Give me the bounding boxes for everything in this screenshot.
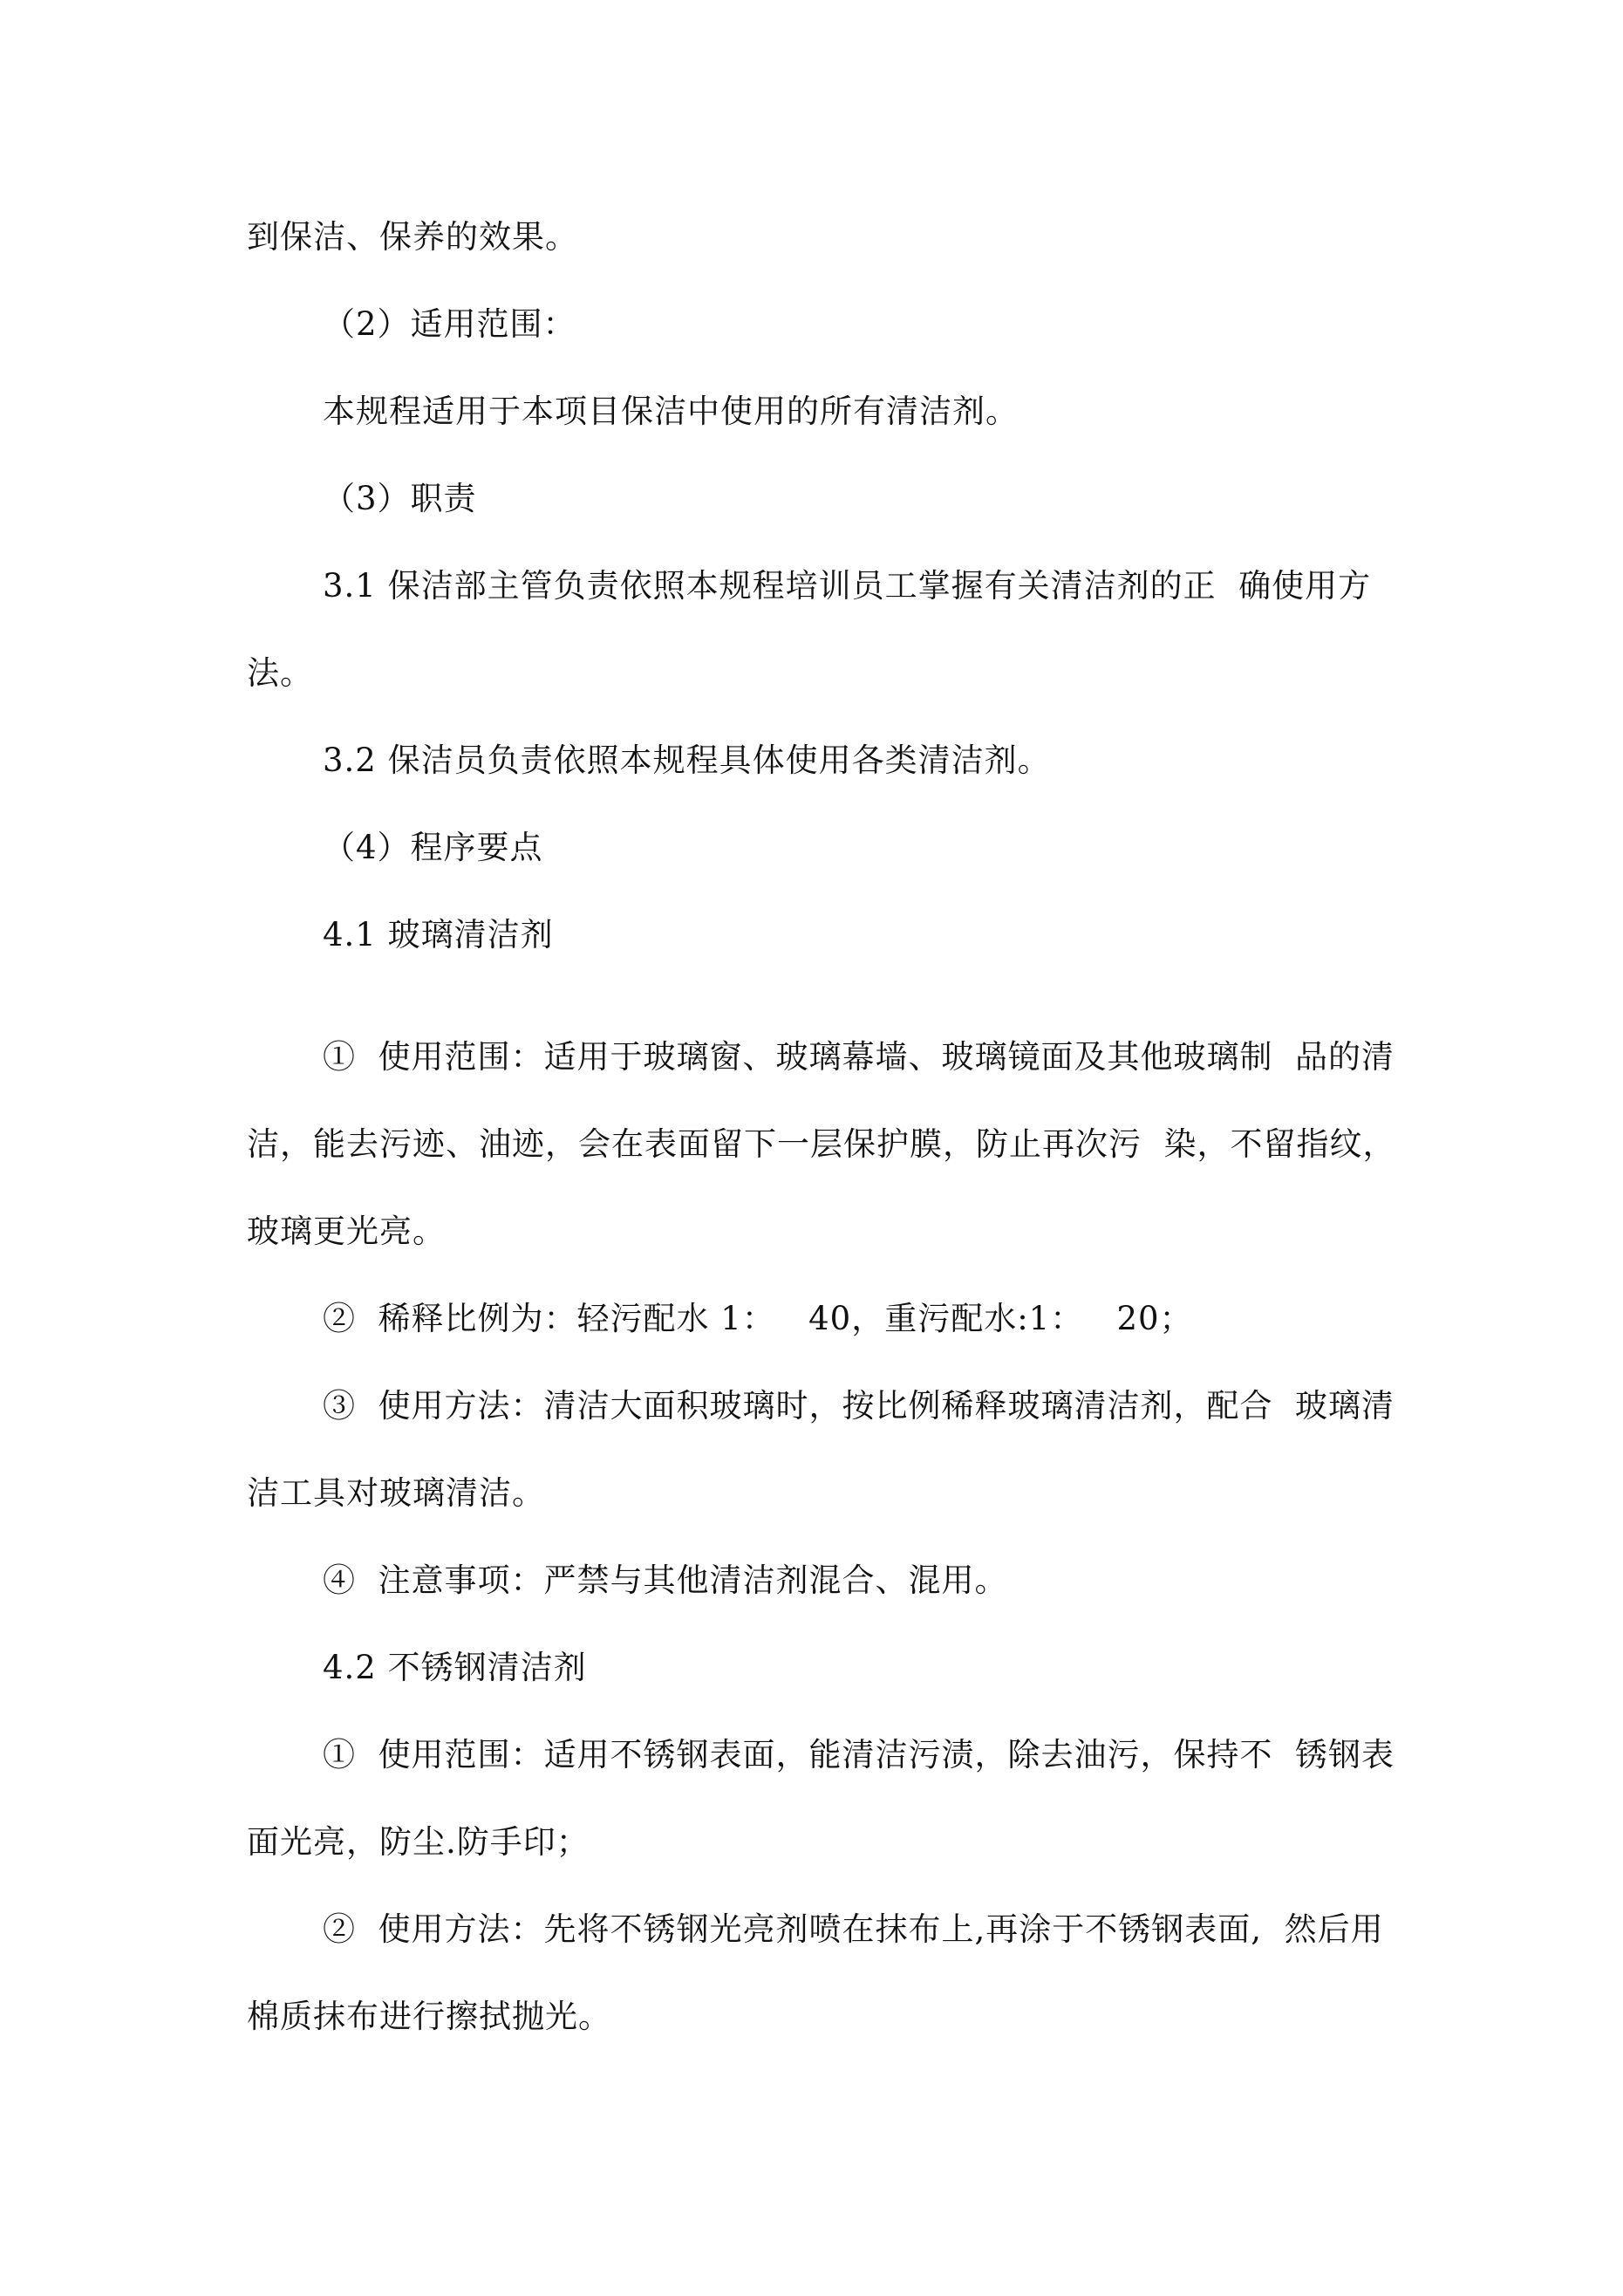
section-heading-duties: （3）职责 xyxy=(323,480,477,517)
text-line: 本规程适用于本项目保洁中使用的所有清洁剂。 xyxy=(323,393,1019,430)
text-line: 法。 xyxy=(247,654,313,692)
subsection-heading-stainless-cleaner: 4.2 不锈钢清洁剂 xyxy=(323,1649,587,1686)
text-line: ② 稀释比例为：轻污配水 1： 40，重污配水:1： 20； xyxy=(323,1300,1193,1337)
section-heading-procedure: （4）程序要点 xyxy=(323,829,543,866)
text-line: 面光亮，防尘.防手印； xyxy=(247,1823,590,1861)
text-line: ② 使用方法：先将不锈钢光亮剂喷在抹布上,再涂于不锈钢表面, 然后用 xyxy=(323,1910,1384,1948)
text-line: 3.2 保洁员负责依照本规程具体使用各类清洁剂。 xyxy=(323,741,1051,779)
subsection-heading-glass-cleaner: 4.1 玻璃清洁剂 xyxy=(323,916,554,953)
text-line: ③ 使用方法：清洁大面积玻璃时，按比例稀释玻璃清洁剂，配合 玻璃清 xyxy=(323,1387,1395,1425)
text-line: 玻璃更光亮。 xyxy=(247,1213,446,1250)
text-line: 洁，能去污迹、油迹，会在表面留下一层保护膜，防止再次污 染，不留指纹， xyxy=(247,1125,1396,1163)
text-line: 棉质抹布进行擦拭抛光。 xyxy=(247,1998,611,2035)
text-line: ① 使用范围：适用于玻璃窗、玻璃幕墙、玻璃镜面及其他玻璃制 品的清 xyxy=(323,1038,1395,1076)
text-line: ④ 注意事项：严禁与其他清洁剂混合、混用。 xyxy=(323,1561,1008,1599)
section-heading-scope: （2）适用范围： xyxy=(323,305,576,343)
text-line: 3.1 保洁部主管负责依照本规程培训员工掌握有关清洁剂的正 确使用方 xyxy=(323,567,1372,605)
text-line: ① 使用范围：适用不锈钢表面，能清洁污渍，除去油污，保持不 锈钢表 xyxy=(323,1736,1395,1773)
text-line: 洁工具对玻璃清洁。 xyxy=(247,1474,545,1512)
text-line: 到保洁、保养的效果。 xyxy=(247,218,578,256)
